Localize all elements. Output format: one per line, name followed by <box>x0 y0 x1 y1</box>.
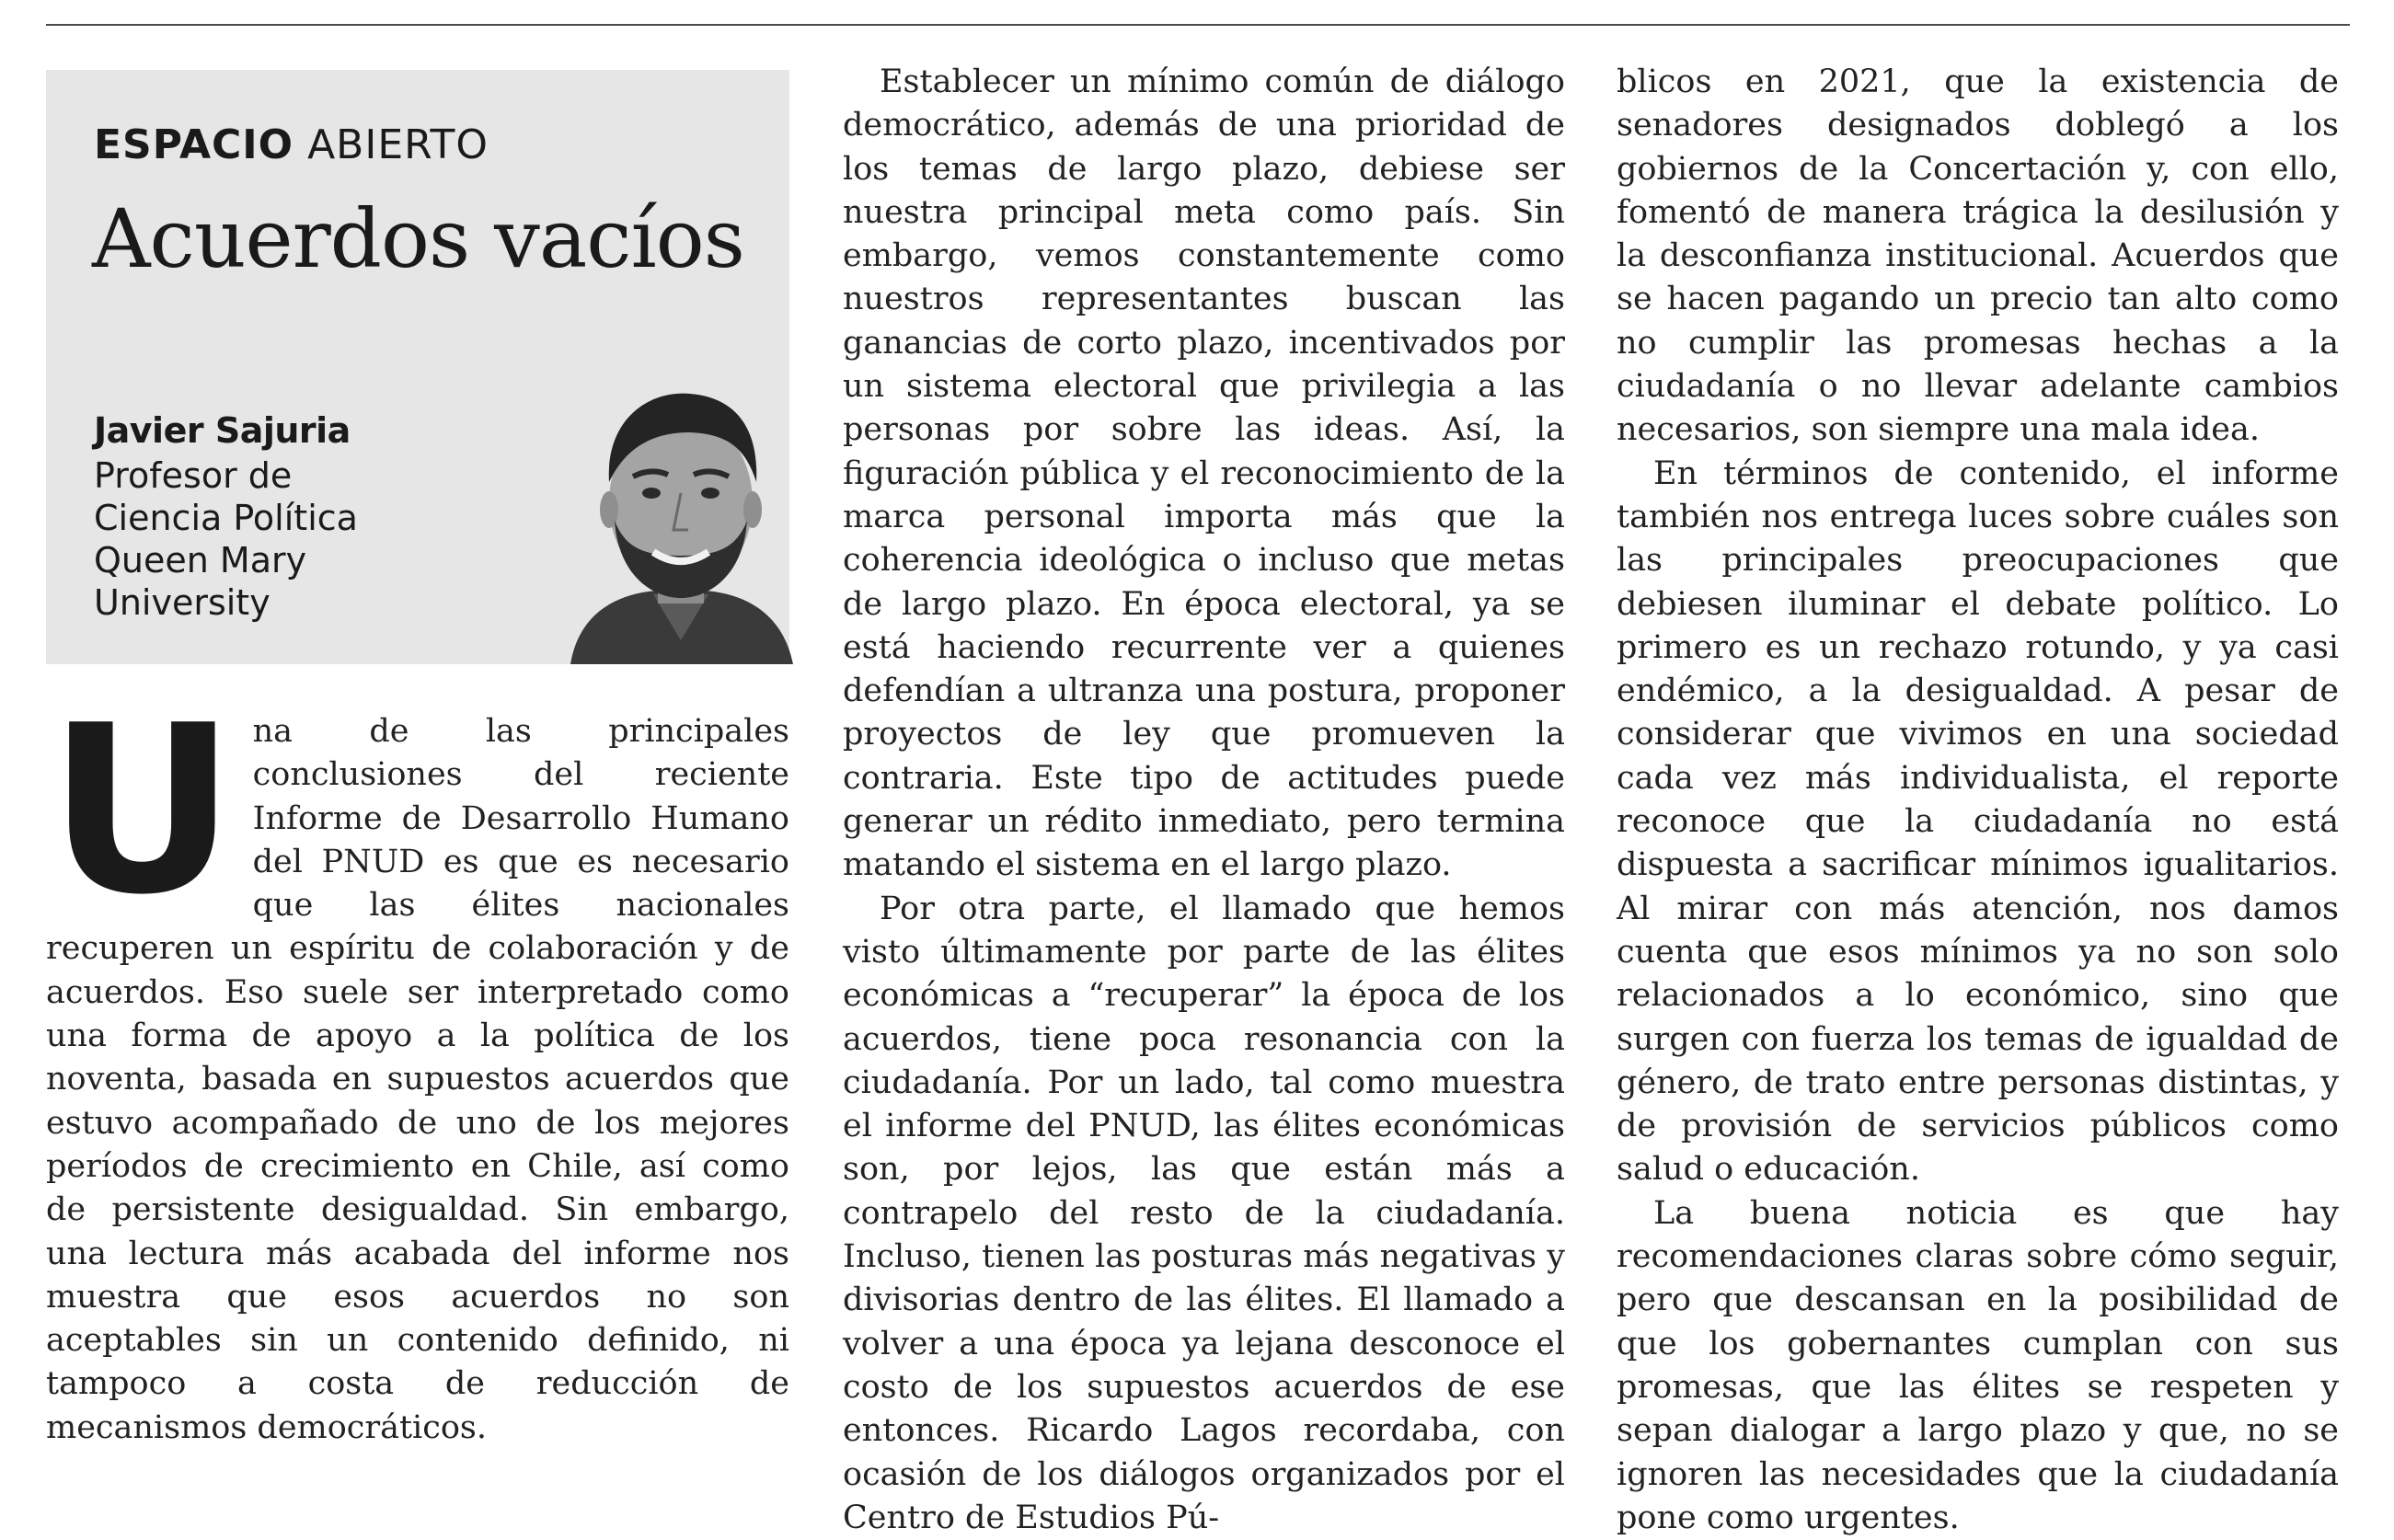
section-label <box>94 121 489 168</box>
author-photo <box>561 374 800 664</box>
article-column-3 <box>1617 61 2339 1540</box>
article-paragraph: blicos en 2021, que la existencia de senadores designados doblegó a los gobiernos de la Concertación y, con ello, fomentó de manera trágica la desilusión y la desconfianza institucional. Acuerdos que se hacen pagando un precio tan alto como no cumplir las promesas hechas a la ciudadanía o no llevar adelante cambios necesarios, son siempre una mala idea. <box>1617 63 2339 449</box>
column-header-box <box>46 70 789 664</box>
author-role-line: Queen Mary <box>94 540 307 580</box>
author-role <box>94 454 358 624</box>
author-role-line: University <box>94 582 270 623</box>
author-role-line: Profesor de <box>94 455 293 496</box>
article-paragraph: La buena noticia es que hay recomendaciones claras sobre cómo seguir, pero que descansan en la posibilidad de que los gobernantes cumplan con sus promesas, que las élites se respeten y sepan dialogar a largo plazo y que, no se ignoren las necesidades que la ciudadanía pone como urgentes. <box>1617 1194 2339 1536</box>
section-label-light: ABIERTO <box>307 121 489 168</box>
headline: Acuerdos vacíos <box>92 191 744 286</box>
article-paragraph: Establecer un mínimo común de diálogo democrático, además de una prioridad de los temas de largo plazo, debiese ser nuestra principal meta como país. Sin embargo, vemos constantemente como nuestros representantes buscan las ganancias de corto plazo, incentivados por un sistema electoral que privilegia a las personas por sobre las ideas. Así, la figuración pública y el reconocimiento de la marca personal importa más que la coherencia ideológica o incluso que metas de largo plazo. En época electoral, ya se está haciendo recurrente ver a quienes defendían a ultranza una postura, proponer proyectos de ley que promueven la contraria. Este tipo de actitudes puede generar un rédito inmediato, pero termina matando el sistema en el largo plazo. <box>843 63 1565 884</box>
author-role-line: Ciencia Política <box>94 498 358 538</box>
article-paragraph: na de las principales conclusiones del reciente Informe de Desarrollo Humano del PNUD es que es necesario que las élites nacionales recuperen un espíritu de colaboración y de acuerdos. Eso suele ser interpretado como una forma de apoyo a la política de los noventa, basada en supuestos acuerdos que estuvo acompañado de uno de los mejores períodos de crecimiento en Chile, así como de persistente desigualdad. Sin embargo, una lectura más acabada del informe nos muestra que esos acuerdos no son aceptables sin un contenido definido, ni tampoco a costa de reducción de mecanismos democráticos. <box>46 713 789 1446</box>
article-paragraph: En términos de contenido, el informe también nos entrega luces sobre cuáles son las principales preocupaciones que debiesen iluminar el debate político. Lo primero es un rechazo rotundo, y ya casi endémico, a la desigualdad. A pesar de considerar que vivimos en una sociedad cada vez más individualista, el reporte reconoce que la ciudadanía no está dispuesta a sacrificar mínimos igualitarios. Al mirar con más atención, nos damos cuenta que esos mínimos ya no son solo relacionados a lo económico, sino que surgen con fuerza los temas de igualdad de género, de trato entre personas distintas, y de provisión de servicios públicos como salud o educación. <box>1617 454 2339 1189</box>
top-rule <box>46 24 2350 26</box>
section-label-bold: ESPACIO <box>94 121 294 168</box>
article-column-1 <box>46 676 789 1450</box>
author-name: Javier Sajuria <box>94 410 351 451</box>
article-column-2 <box>843 61 1565 1540</box>
article-paragraph: Por otra parte, el llamado que hemos visto últimamente por parte de las élites económicas a “recuperar” la época de los acuerdos, tiene poca resonancia con la ciudadanía. Por un lado, tal como muestra el informe del PNUD, las élites económicas son, por lejos, las que están más a contrapelo del resto de la ciudadanía. Incluso, tienen las posturas más negativas y divisorias dentro de las élites. El llamado a volver a una época ya lejana desconoce el costo de los supuestos acuerdos de ese entonces. Ricardo Lagos recordaba, con ocasión de los diálogos organizados por el Centro de Estudios Pú- <box>843 890 1565 1536</box>
drop-cap: U <box>48 676 236 946</box>
